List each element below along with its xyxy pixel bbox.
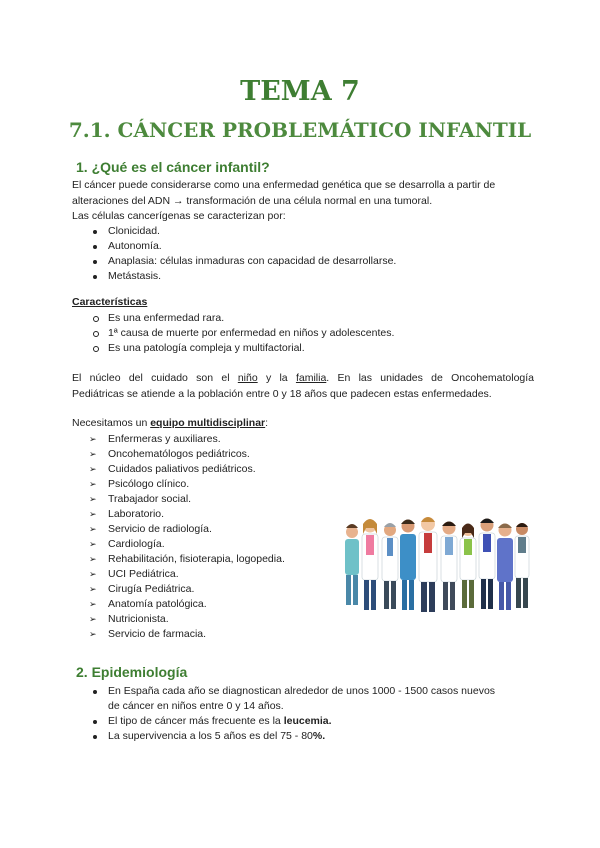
bullet-circle-icon <box>93 316 99 322</box>
list-item: Metástasis. <box>108 269 161 284</box>
list-item: ➢ Enfermeras y auxiliares. <box>89 433 221 445</box>
bullet-dot-icon <box>93 690 97 694</box>
doctor-figure <box>400 520 416 611</box>
arrow-bullet-icon: ➢ <box>89 449 97 459</box>
list-item: En España cada año se diagnostican alrededor de unos 1000 - 1500 casos nuevos <box>108 684 495 699</box>
arrow-bullet-icon: ➢ <box>89 494 97 504</box>
doctor-figure <box>345 524 359 605</box>
bullet-dot-icon <box>93 245 97 249</box>
doctor-figure <box>515 523 529 608</box>
doctor-figure <box>479 519 495 610</box>
list-item-continuation: de cáncer en niños entre 0 y 14 años. <box>108 700 284 712</box>
arrow-bullet-icon: ➢ <box>89 599 97 609</box>
list-item: ➢ Nutricionista. <box>89 613 169 625</box>
nucleo-paragraph <box>72 371 534 402</box>
list-item: Clonicidad. <box>108 224 160 239</box>
arrow-bullet-icon: ➢ <box>89 569 97 579</box>
medical-team-illustration <box>338 512 533 622</box>
list-item: El tipo de cáncer más frecuente es la leucemia. <box>108 714 332 729</box>
bullet-circle-icon <box>93 346 99 352</box>
caracteristicas-heading: Características <box>72 296 148 308</box>
list-item: Anaplasia: células inmaduras con capacidad de desarrollarse. <box>108 254 396 269</box>
equipo-intro: Necesitamos un equipo multidisciplinar: <box>72 417 269 429</box>
list-item: La supervivencia a los 5 años es del 75 - 80%. <box>108 729 325 744</box>
arrow-bullet-icon: ➢ <box>89 479 97 489</box>
list-item: ➢ Oncohematólogos pediátricos. <box>89 448 250 460</box>
arrow-bullet-icon: ➢ <box>89 464 97 474</box>
list-item: Es una patología compleja y multifactorial. <box>108 341 305 356</box>
bullet-dot-icon <box>93 230 97 234</box>
arrow-bullet-icon: ➢ <box>89 614 97 624</box>
arrow-bullet-icon: ➢ <box>89 434 97 444</box>
list-item: ➢ Anatomía patológica. <box>89 598 207 610</box>
list-item: ➢ Rehabilitación, fisioterapia, logopedia. <box>89 553 285 565</box>
intro-line-2: alteraciones del ADN → transformación de una célula normal en una tumoral. <box>72 194 433 207</box>
doctor-figure <box>419 517 437 612</box>
arrow-bullet-icon: ➢ <box>89 584 97 594</box>
nucleo-line-2: Pediátricas se atiende a la población entre 0 y 18 años que padecen estas enfermedades. <box>72 387 492 400</box>
doctor-figure <box>362 519 378 610</box>
bullet-dot-icon <box>93 735 97 739</box>
arrow-bullet-icon: ➢ <box>89 524 97 534</box>
arrow-bullet-icon: ➢ <box>89 629 97 639</box>
list-item: 1ª causa de muerte por enfermedad en niños y adolescentes. <box>108 326 394 341</box>
bullet-dot-icon <box>93 275 97 279</box>
intro-line-1: El cáncer puede considerarse como una enfermedad genética que se desarrolla a partir de <box>72 179 496 191</box>
list-item: ➢ Cardiología. <box>89 538 165 550</box>
list-item: ➢ Cuidados paliativos pediátricos. <box>89 463 256 475</box>
bullet-dot-icon <box>93 260 97 264</box>
doctor-figure <box>441 522 457 611</box>
bullet-dot-icon <box>93 720 97 724</box>
bullet-circle-icon <box>93 331 99 337</box>
list-item: Es una enfermedad rara. <box>108 311 224 326</box>
list-item: ➢ Trabajador social. <box>89 493 192 505</box>
list-item: ➢ Laboratorio. <box>89 508 165 520</box>
intro-paragraph <box>72 178 534 225</box>
arrow-bullet-icon: ➢ <box>89 554 97 564</box>
section-1-heading: 1. ¿Qué es el cáncer infantil? <box>76 159 270 175</box>
intro-line-3: Las células cancerígenas se caracterizan por: <box>72 210 286 222</box>
page-subtitle: 7.1. CÁNCER PROBLEMÁTICO INFANTIL <box>68 118 532 142</box>
list-item: ➢ Servicio de radiología. <box>89 523 212 535</box>
list-item: ➢ Cirugía Pediátrica. <box>89 583 195 595</box>
list-item: ➢ Servicio de farmacia. <box>89 628 207 640</box>
section-2-heading: 2. Epidemiología <box>76 664 188 680</box>
doctor-figure <box>382 523 398 609</box>
arrow-bullet-icon: ➢ <box>89 509 97 519</box>
nucleo-line-1: El núcleo del cuidado son el niño y la familia. En las unidades de Oncohematología <box>72 372 535 384</box>
doctor-figure <box>497 524 513 611</box>
page-title: TEMA 7 <box>240 76 360 107</box>
doctor-figure <box>460 524 476 609</box>
list-item: ➢ UCI Pediátrica. <box>89 568 179 580</box>
list-item: ➢ Psicólogo clínico. <box>89 478 190 490</box>
list-item: Autonomía. <box>108 239 162 254</box>
arrow-bullet-icon: ➢ <box>89 539 97 549</box>
